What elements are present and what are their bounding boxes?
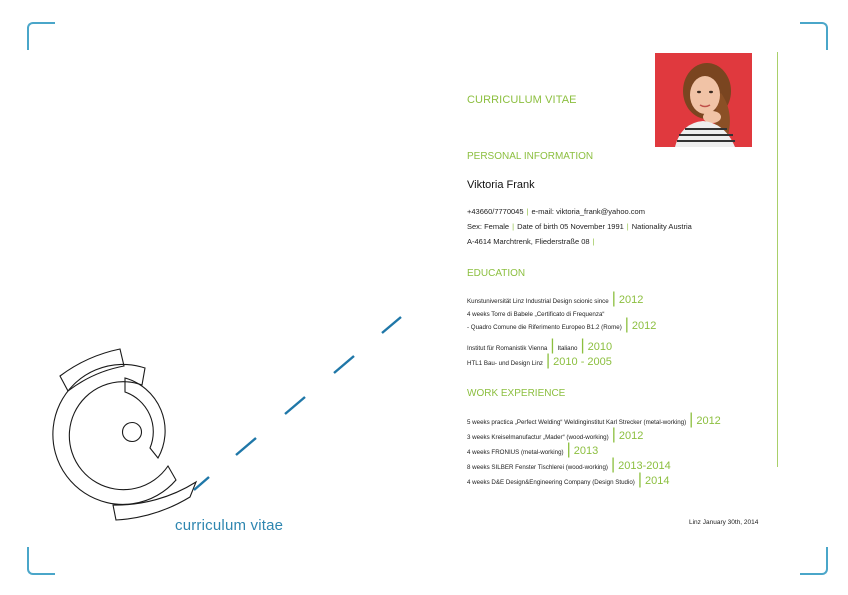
address-line [467, 237, 598, 246]
work-text: 4 weeks FRONIUS (metal-working) [467, 449, 564, 456]
work-year: 2013 [573, 445, 599, 457]
education-year: 2010 - 2005 [553, 356, 612, 368]
section-heading-work: WORK EXPERIENCE [467, 388, 566, 399]
work-text: 4 weeks D&E Design&Engineering Company (Design Studio) [467, 479, 635, 486]
education-text: Kunstuniversität Linz Industrial Design scionic since [467, 298, 609, 305]
separator: | [526, 207, 529, 216]
separator: | [689, 411, 694, 428]
separator: | [566, 441, 571, 458]
cover-title: curriculum vitae [175, 517, 284, 534]
education-item [467, 316, 656, 334]
date-of-birth: Date of birth 05 November 1991 [517, 222, 624, 231]
education-item [467, 352, 612, 370]
work-year: 2013-2014 [618, 460, 671, 472]
concentric-arcs-logo [53, 349, 196, 520]
education-text: HTL1 Bau- und Design Linz [467, 360, 544, 367]
contact-line [467, 207, 645, 216]
separator: | [592, 237, 595, 246]
phone-number: +43660/7770045 [467, 207, 524, 216]
education-year: 2012 [631, 320, 657, 332]
work-text: 8 weeks SILBER Fenster Tischlerei (wood-working) [467, 464, 608, 471]
separator: | [624, 316, 629, 333]
personal-details-line [467, 222, 692, 231]
page-title: CURRICULUM VITAE [467, 94, 577, 106]
work-text: 3 weeks Kreiselmanufactur „Mader“ (wood-working) [467, 434, 609, 441]
separator: | [626, 222, 629, 231]
education-item [467, 290, 643, 308]
separator: | [611, 456, 616, 473]
separator: | [611, 290, 616, 307]
separator: | [637, 471, 642, 488]
address: A-4614 Marchtrenk, Fliederstraße 08 [467, 237, 590, 246]
separator: | [580, 337, 585, 354]
nationality: Nationality Austria [631, 222, 692, 231]
education-text: - Quadro Comune die Riferimento Europeo B1.2 (Rome) [467, 324, 622, 331]
education-language: Italiano [557, 345, 578, 352]
education-year: 2010 [587, 341, 613, 353]
work-text: 5 weeks practica „Perfect Welding“ Weldinginstitut Karl Strecker (metal-working) [467, 419, 687, 426]
email-address: e-mail: viktoria_frank@yahoo.com [531, 207, 645, 216]
section-heading-education: EDUCATION [467, 268, 526, 279]
dashed-diagonal-line [194, 317, 401, 490]
work-year: 2012 [696, 415, 721, 427]
place-and-date: Linz January 30th, 2014 [689, 519, 759, 526]
work-year: 2012 [618, 430, 644, 442]
separator: | [512, 222, 515, 231]
section-heading-personal: PERSONAL INFORMATION [467, 151, 594, 162]
education-year: 2012 [618, 294, 644, 306]
separator: | [611, 426, 616, 443]
profile-photo [655, 53, 752, 147]
separator: | [546, 352, 551, 369]
work-item [467, 471, 669, 489]
vertical-divider [777, 52, 778, 467]
work-year: 2014 [645, 475, 670, 487]
separator: | [550, 337, 555, 354]
portrait-image [655, 53, 752, 147]
education-item-text-line1: 4 weeks Torre di Babele „Certificato di Frequenza“ [467, 311, 605, 318]
education-text: Institut für Romanistik Vienna [467, 345, 548, 352]
sex: Sex: Female [467, 222, 510, 231]
person-name: Viktoria Frank [467, 179, 535, 191]
